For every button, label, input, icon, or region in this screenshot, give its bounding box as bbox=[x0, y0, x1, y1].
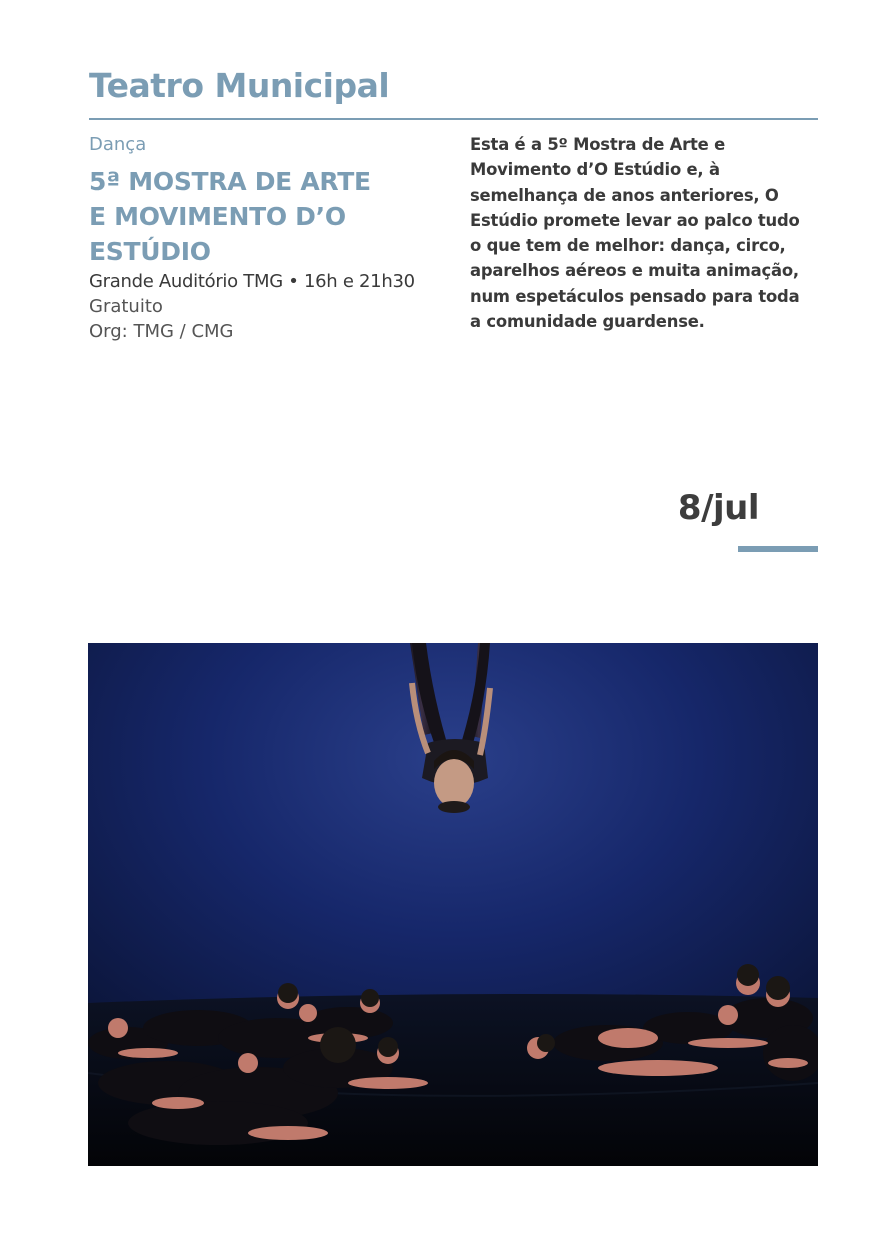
event-info bbox=[89, 134, 449, 344]
event-title-line: E MOVIMENTO D’O bbox=[89, 202, 346, 231]
event-title bbox=[89, 164, 449, 269]
description-line: Estúdio promete levar ao palco tudo bbox=[470, 210, 800, 230]
event-price: Gratuito bbox=[89, 296, 163, 317]
description-line: o que tem de melhor: dança, circo, bbox=[470, 236, 786, 256]
event-title-line: ESTÚDIO bbox=[89, 237, 211, 266]
aerial-dance-photo bbox=[88, 643, 818, 1166]
description-line: a comunidade guardense. bbox=[470, 312, 705, 332]
date-underline bbox=[738, 546, 818, 552]
description-line: num espetáculos pensado para toda bbox=[470, 286, 800, 306]
page-title: Teatro Municipal bbox=[89, 66, 390, 105]
description-line: semelhança de anos anteriores, O bbox=[470, 185, 779, 205]
description-line: aparelhos aéreos e muita animação, bbox=[470, 261, 799, 281]
header-divider bbox=[89, 118, 818, 120]
event-title-line: 5ª MOSTRA DE ARTE bbox=[89, 167, 371, 196]
event-date: 8/jul bbox=[677, 488, 759, 528]
event-organizer: Org: TMG / CMG bbox=[89, 321, 234, 342]
event-category: Dança bbox=[89, 134, 147, 155]
event-description bbox=[470, 132, 820, 334]
description-line: Esta é a 5º Mostra de Arte e bbox=[470, 135, 726, 154]
description-line: Movimento d’O Estúdio e, à bbox=[470, 160, 720, 180]
event-venue-time: Grande Auditório TMG • 16h e 21h30 bbox=[89, 271, 415, 292]
